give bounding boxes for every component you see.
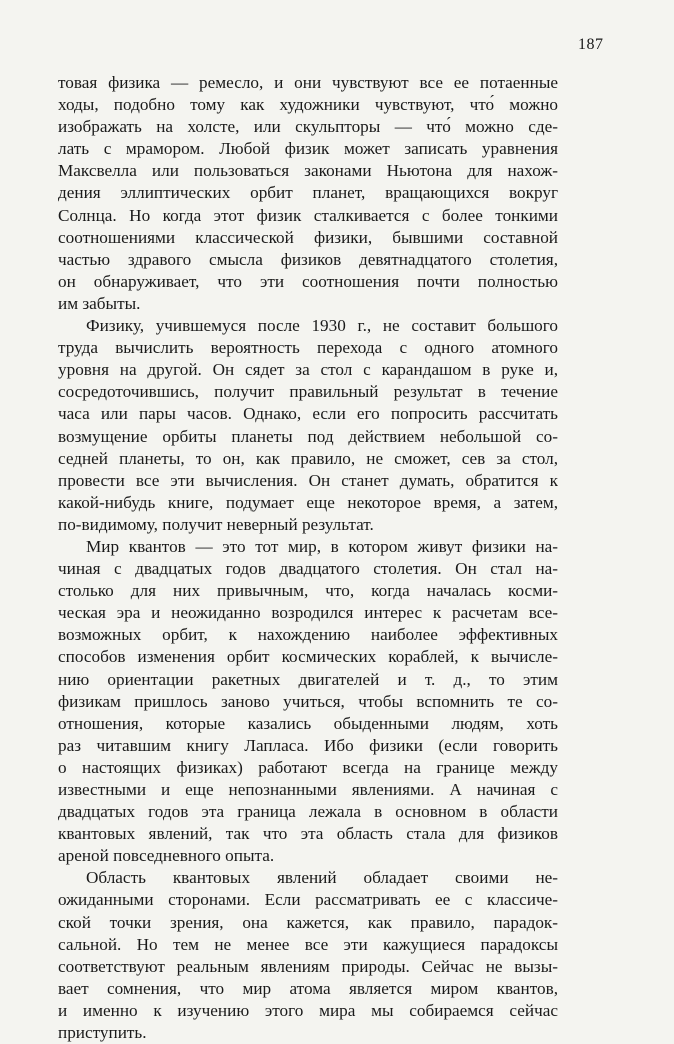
text-line: известными и еще непознанными явлениями. А начиная с <box>58 780 558 799</box>
text-line: дения эллиптических орбит планет, вращающихся вокруг <box>58 183 558 203</box>
text-line: лать с мрамором. Любой физик может записать уравнения <box>58 139 558 159</box>
text-line: какой-нибудь книге, подумает еще некоторое время, а затем, <box>58 492 558 512</box>
text-line: он обнаруживает, что эти соотношения почти полностью <box>58 271 558 291</box>
text-line: им забыты. <box>58 293 141 313</box>
text-line: сосредоточившись, получит правильный результат в течение <box>58 382 558 402</box>
text-line: ческая эра и неожиданно возродился интерес к расчетам все- <box>58 603 558 623</box>
text-line: Область квантовых явлений обладает своими не- <box>86 868 558 888</box>
text-line: вает сомнения, что мир атома является миром квантов, <box>58 978 558 998</box>
text-line: способов изменения орбит космических кораблей, к вычисле- <box>58 647 558 667</box>
text-line: Максвелла или пользоваться законами Ньютона для нахож- <box>58 161 558 181</box>
text-line: ходы, подобно тому как художники чувствуют, что́ можно <box>58 95 558 115</box>
text-line: приступить. <box>58 1023 147 1043</box>
paragraph <box>58 315 558 536</box>
text-line: часа или пары часов. Однако, если его попросить рассчитать <box>58 404 558 424</box>
text-line: товая физика — ремесло, и они чувствуют все ее потаенные <box>58 73 558 92</box>
text-line: Физику, учившемуся после 1930 г., не составит большого <box>86 316 558 336</box>
text-line: чиная с двадцатых годов двадцатого столетия. Он стал на- <box>58 559 558 579</box>
text-line: о настоящих физиках) работают всегда на границе между <box>58 757 558 777</box>
text-line: частью здравого смысла физиков девятнадцатого столетия, <box>58 249 558 269</box>
text-line: Солнца. Но когда этот физик сталкивается с более тонкими <box>58 205 558 225</box>
page-number: 187 <box>578 36 604 53</box>
paragraph <box>58 867 558 1044</box>
text-line: раз читавшим книгу Лапласа. Ибо физики (если говорить <box>58 735 558 755</box>
text-line: сальной. Но тем не менее все эти кажущиеся парадоксы <box>58 934 558 954</box>
text-line: отношения, которые казались обыденными людям, хоть <box>58 713 558 733</box>
text-line: ареной повседневного опыта. <box>58 846 275 866</box>
text-line: столько для них привычным, что, когда началась косми- <box>58 581 558 601</box>
text-line: соответствуют реальным явлениям природы. Сейчас не вызы- <box>58 956 558 976</box>
text-line: изображать на холсте, или скульпторы — что́ можно сде- <box>58 117 558 137</box>
body-text <box>58 72 558 1044</box>
text-line: по-видимому, получит неверный результат. <box>58 514 374 534</box>
text-line: ожиданными сторонами. Если рассматривать ее с классиче- <box>58 890 558 910</box>
text-line: ской точки зрения, она кажется, как правило, парадок- <box>58 912 558 932</box>
text-line: соотношениями классической физики, бывшими составной <box>58 227 558 247</box>
text-line: возмущение орбиты планеты под действием небольшой со- <box>58 426 558 446</box>
text-line: квантовых явлений, так что эта область стала для физиков <box>58 824 558 844</box>
text-line: труда вычислить вероятность перехода с одного атомного <box>58 338 558 358</box>
text-line: физикам пришлось заново учиться, чтобы вспомнить те со- <box>58 691 558 711</box>
paragraph <box>58 536 558 867</box>
text-line: Мир квантов — это тот мир, в котором живут физики на- <box>86 536 558 556</box>
text-line: седней планеты, то он, как правило, не сможет, сев за стол, <box>58 448 558 468</box>
text-line: возможных орбит, к нахождению наиболее эффективных <box>58 625 558 645</box>
text-line: и именно к изучению этого мира мы собираемся сейчас <box>58 1000 558 1020</box>
text-line: уровня на другой. Он сядет за стол с карандашом в руке и, <box>58 360 558 380</box>
paragraph <box>58 72 558 315</box>
text-line: провести все эти вычисления. Он станет думать, обратится к <box>58 470 558 490</box>
text-line: двадцатых годов эта граница лежала в основном в области <box>58 802 558 822</box>
text-line: нию ориентации ракетных двигателей и т. д., то этим <box>58 669 558 689</box>
